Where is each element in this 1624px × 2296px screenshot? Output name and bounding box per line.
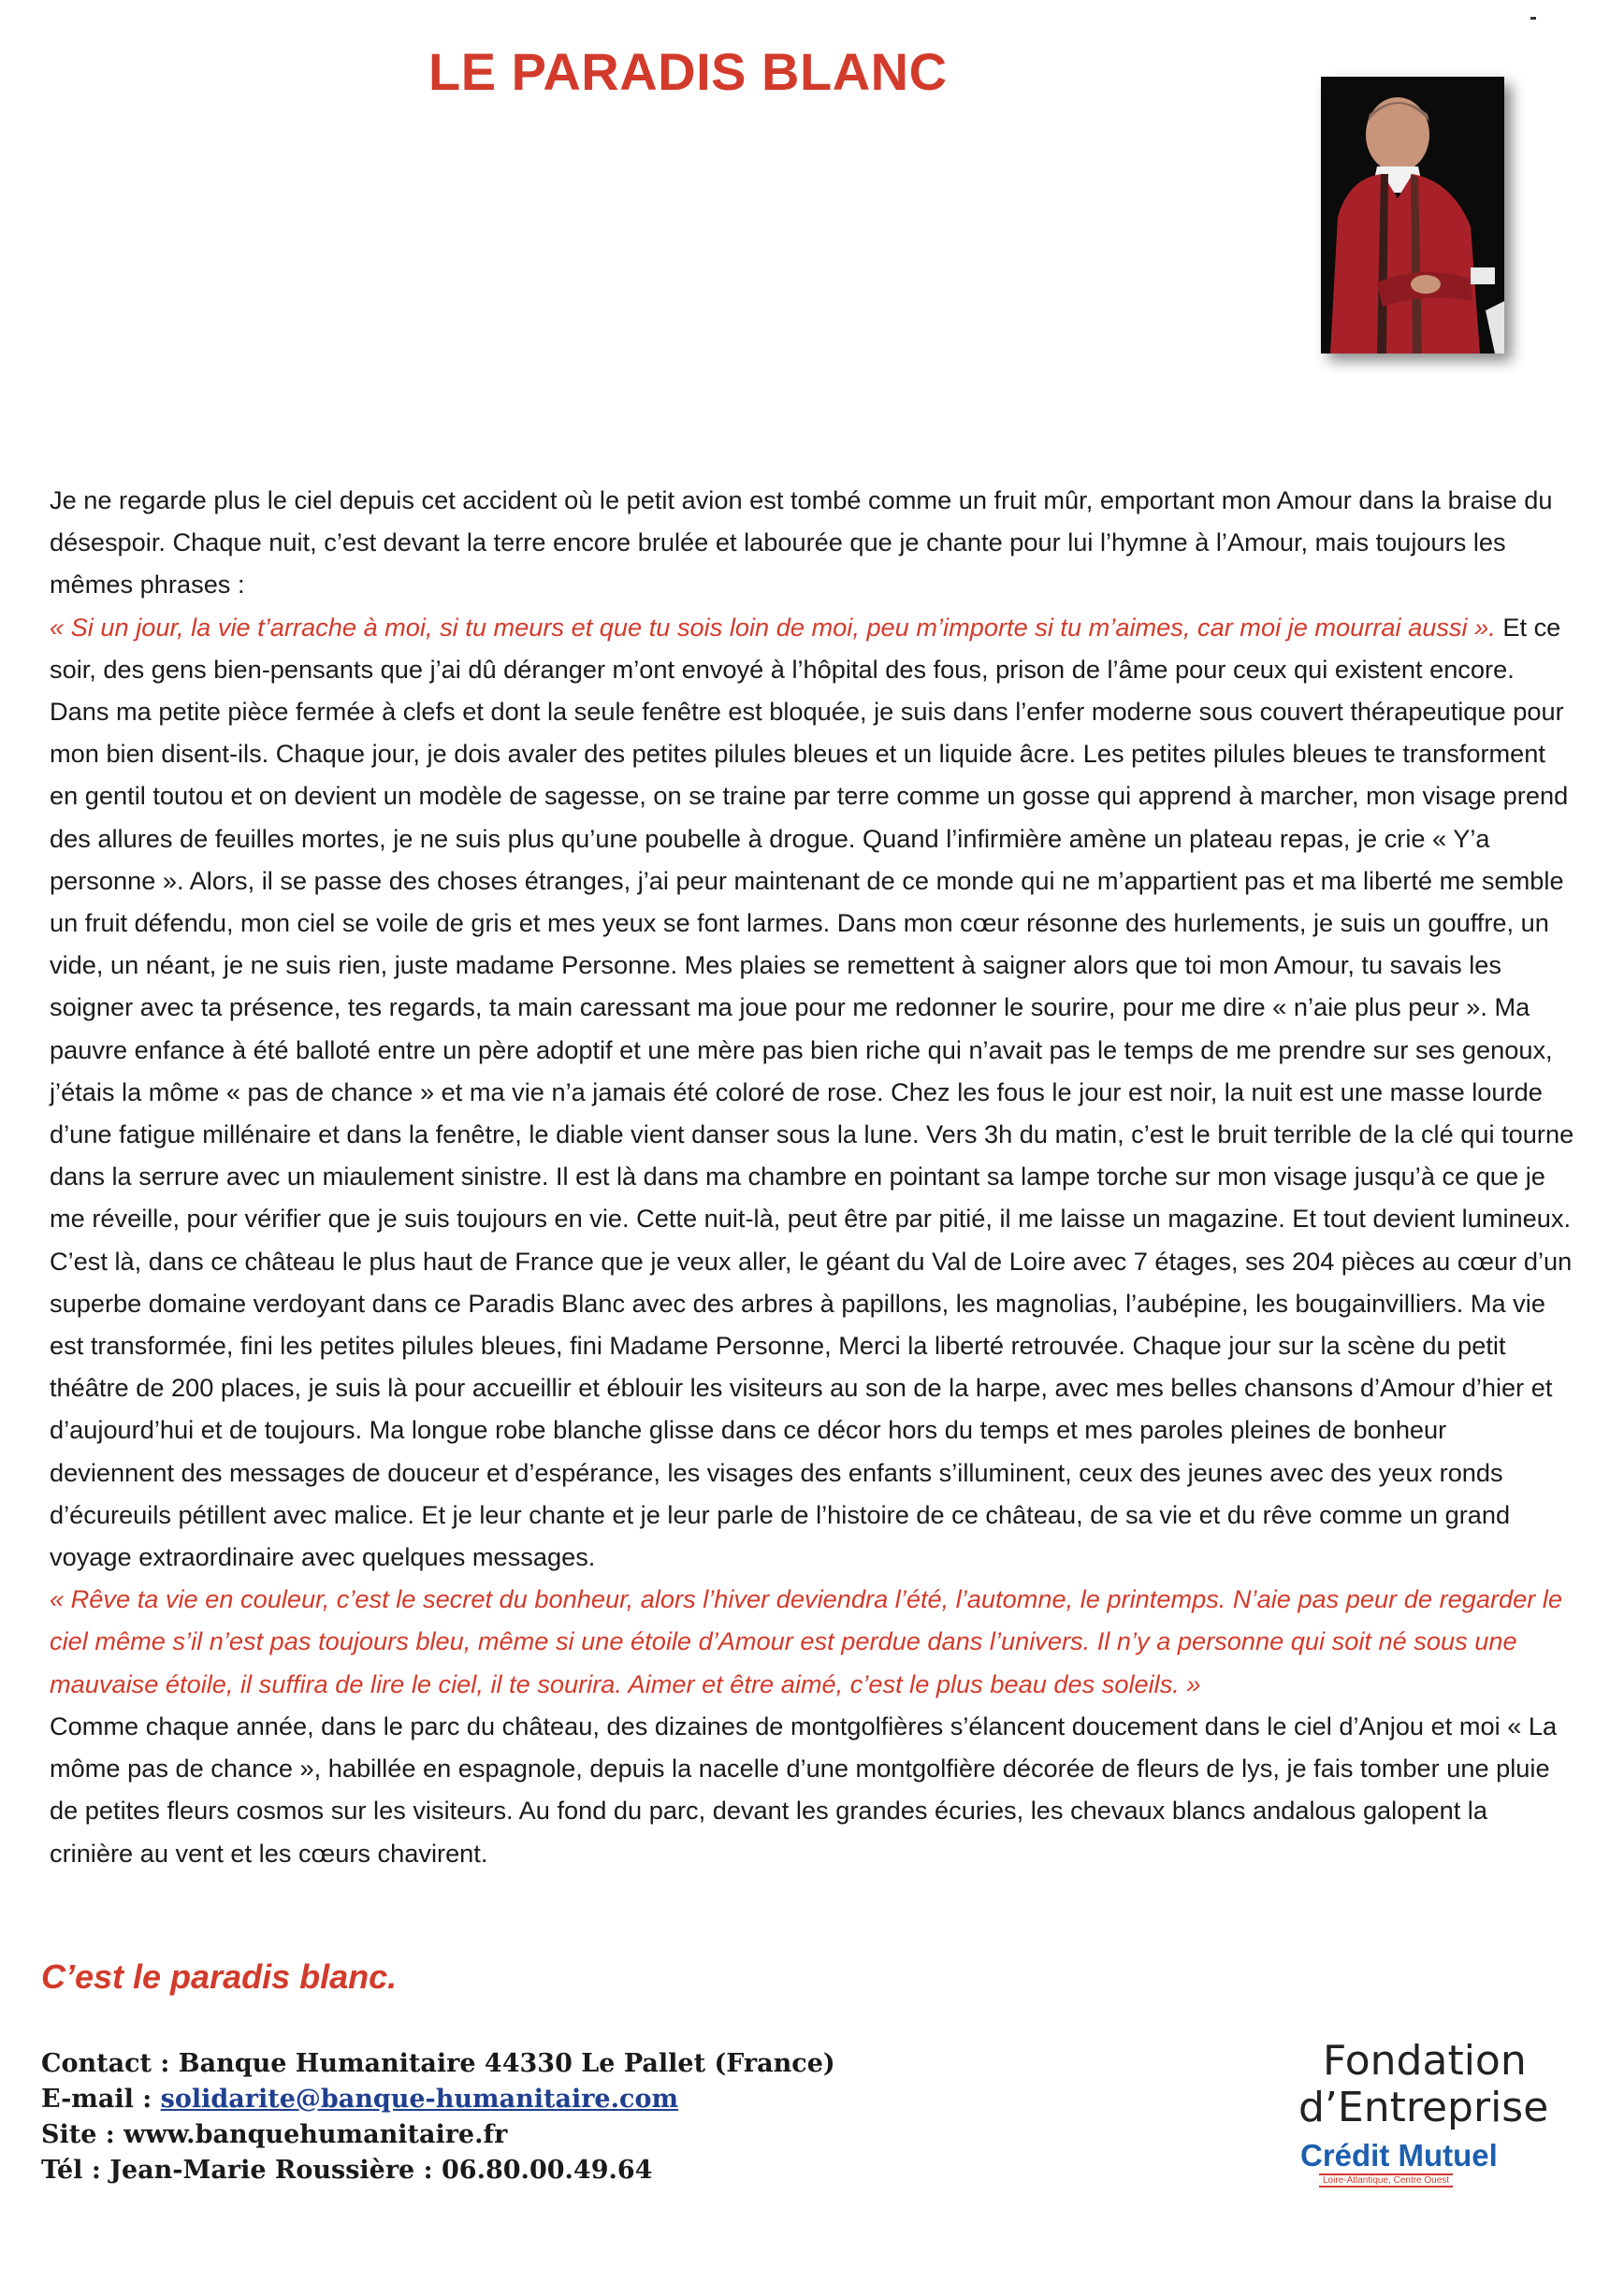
contact-phone: Tél : Jean-Marie Roussière : 06.80.00.49.64 (41, 2156, 653, 2185)
paragraph-4-text: Comme chaque année, dans le parc du château, des dizaines de montgolfières s’élancent doucement dans le ciel d’Anjou et moi « La môme pas de chance », habillée en espagnole, depuis la nacelle d’une montgolfière décorée de fleurs de lys, je fais tomber une pluie de petites fleurs cosmos sur les visiteurs. Au fond du parc, devant les grandes écuries, les chevaux blancs andalous galopent la crinière au vent et les cœurs chavirent. (50, 1711, 1558, 1868)
logo-line-1: Fondation (1323, 2037, 1527, 2085)
logo-subtitle: Loire-Atlantique, Centre Ouest (1319, 2173, 1453, 2188)
quote-1: « Si un jour, la vie t’arrache à moi, si tu meurs et que tu sois loin de moi, peu m’importe si tu m’aimes, car moi je mourrai aussi ». (50, 612, 1496, 642)
paragraph-3-text: C’est là, dans ce château le plus haut de France que je veux aller, le géant du Val de Loire avec 7 étages, ses 204 pièces au cœur d’un superbe domaine verdoyant dans ce Paradis Blanc avec des arbres à papillons, les magnolias, l’aubépine, les bougainvilliers. Ma vie est transformée, fini les petites pilules bleues, fini Madame Personne, Merci la liberté retrouvée. Chaque jour sur la scène du petit théâtre de 200 places, je suis là pour accueillir et éblouir les visiteurs au son de la harpe, avec mes belles chansons d’Amour d’hier et d’aujourd’hui et de toujours. Ma longue robe blanche glisse dans ce décor hors du temps et mes paroles pleines de bonheur deviennent des messages de douceur et d’espérance, les visages des enfants s’illuminent, ceux des jeunes avec des yeux ronds d’écureuils pétillent avec malice. Et je leur chante et je leur parle de l’histoire de ce château, de sa vie et du rêve comme un grand voyage extraordinaire avec quelques messages. (50, 1246, 1573, 1572)
logo-brand: Crédit Mutuel (1300, 2138, 1498, 2173)
portrait-photo (1321, 77, 1504, 354)
contact-site: Site : www.banquehumanitaire.fr (41, 2120, 508, 2149)
article-body (50, 479, 1576, 1874)
portrait-illustration (1321, 77, 1504, 354)
email-label: E-mail : (41, 2085, 161, 2114)
contact-address: Contact : Banque Humanitaire 44330 Le Pallet (France) (41, 2049, 835, 2078)
paragraph-3 (50, 1240, 1576, 1579)
contact-email-row (41, 2082, 835, 2117)
credit-mutuel-foundation-logo (1293, 2037, 1549, 2187)
scan-mark (1530, 17, 1536, 20)
quote-2-text: « Rêve ta vie en couleur, c’est le secret du bonheur, alors l’hiver deviendra l’été, l’automne, le printemps. N’aie pas peur de regarder le ciel même s’il n’est pas toujours bleu, même si une étoile d’Amour est perdue dans l’univers. Il n’y a personne qui soit né sous une mauvaise étoile, il suffira de lire le ciel, il te sourira. Aimer et être aimé, c’est le plus beau des soleils. » (50, 1584, 1563, 1698)
quote-2 (50, 1578, 1576, 1705)
contact-block (41, 2046, 835, 2188)
paragraph-1 (50, 479, 1576, 606)
paragraph-1-text: Je ne regarde plus le ciel depuis cet accident où le petit avion est tombé comme un fruit mûr, emportant mon Amour dans la braise du désespoir. Chaque nuit, c’est devant la terre encore brulée et labourée que je chante pour lui l’hymne à l’Amour, mais toujours les mêmes phrases : (50, 485, 1553, 599)
closing-line: C’est le paradis blanc. (41, 1957, 398, 1996)
paragraph-2-text: Et ce soir, des gens bien-pensants que j’ai dû déranger m’ont envoyé à l’hôpital des fous, prison de l’âme pour ceux qui existent encore. Dans ma petite pièce fermée à clefs et dont la seule fenêtre est bloquée, je suis dans l’enfer moderne sous couvert thérapeutique pour mon bien disent-ils. Chaque jour, je dois avaler des petites pilules bleues et un liquide âcre. Les petites pilules bleues te transforment en gentil toutou et on devient un modèle de sagesse, on se traine par terre comme un gosse qui apprend à marcher, mon visage prend des allures de feuilles mortes, je ne suis plus qu’une poubelle à drogue. Quand l’infirmière amène un plateau repas, je crie « Y’a personne ». Alors, il se passe des choses étranges, j’ai peur maintenant de ce monde qui ne m’appartient pas et ma liberté me semble un fruit défendu, mon ciel se voile de gris et mes yeux se font larmes. Dans mon cœur résonne des hurlements, je suis un gouffre, un vide, un néant, je ne suis rien, juste madame Personne. Mes plaies se remettent à saigner alors que toi mon Amour, tu savais les soigner avec ta présence, tes regards, ta main caressant ma joue pour me redonner le sourire, pour me dire « n’aie plus peur ». Ma pauvre enfance à été balloté entre un père adoptif et une mère pas bien riche qui n’avait pas le temps de me prendre sur ses genoux, j’étais la môme « pas de chance » et ma vie n’a jamais été coloré de rose. Chez les fous le jour est noir, la nuit est une masse lourde d’une fatigue millénaire et dans la fenêtre, le diable vient danser sous la lune. Vers 3h du matin, c’est le bruit terrible de la clé qui tourne dans la serrure avec un miaulement sinistre. Il est là dans ma chambre en pointant sa lampe torche sur mon visage jusqu’à ce que je me réveille, pour vérifier que je suis toujours en vie. Cette nuit-là, peut être par pitié, il me laisse un magazine. Et tout devient lumineux. (50, 612, 1574, 1234)
paragraph-2 (50, 606, 1576, 1240)
paragraph-4 (50, 1705, 1576, 1874)
page-title: LE PARADIS BLANC (428, 42, 948, 101)
logo-line-2: d’Entreprise (1298, 2084, 1549, 2131)
email-link[interactable]: solidarite@banque-humanitaire.com (160, 2085, 679, 2114)
